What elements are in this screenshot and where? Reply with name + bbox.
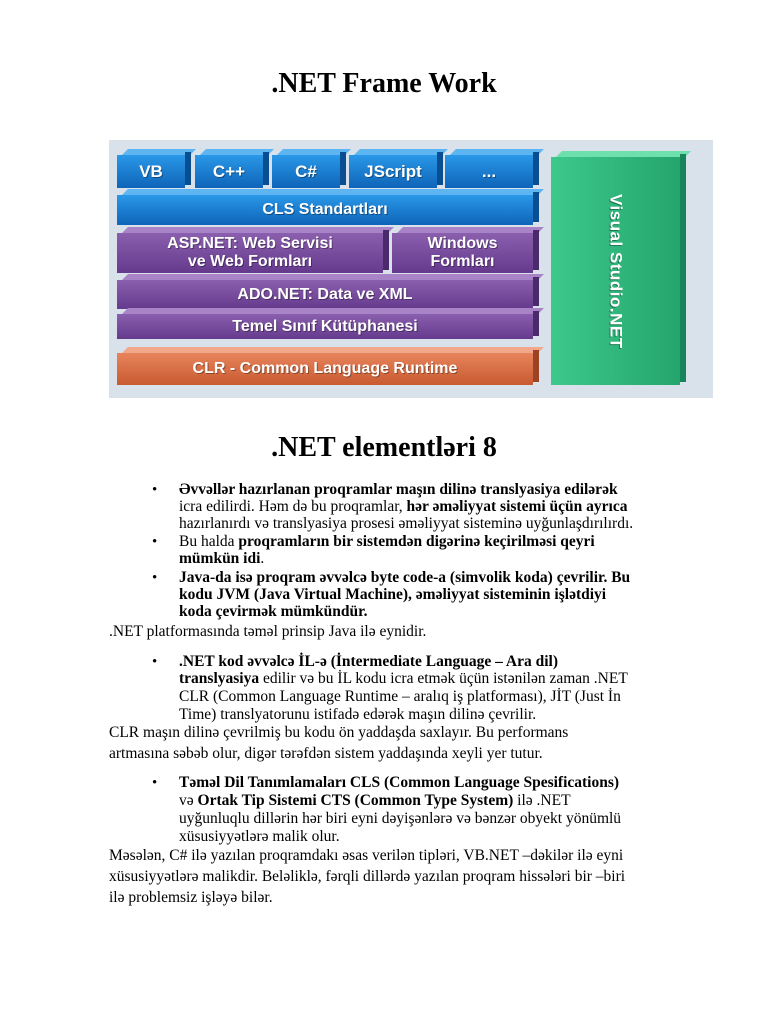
block-jscript: JScript [349,155,437,188]
block-visual-studio [551,157,680,385]
bullet-5-line3: uyğunluqlu dillərin hər biri eyni dəyişənlərə və bənzər obyekt yönümlü [179,810,622,827]
visual-studio-label: Visual Studio.NET [606,193,626,349]
paragraph-3-line3: ilə problemsiz işləyə bilər. [109,889,273,906]
block-vb: VB [117,155,185,188]
aspnet-line2: ve Web Formları [187,253,313,270]
block-csharp: C# [272,155,340,188]
bullet-2-line2: mümkün idi. [179,550,265,567]
bullet-2-line1: Bu halda proqramların bir sistemdən digərinə keçirilməsi qeyri [179,533,595,550]
paragraph-3-line1: Məsələn, C# ilə yazılan proqramdakı əsas verilən tipləri, VB.NET –dəkilər ilə eyni [109,847,624,864]
bullet-1-marker: • [152,482,158,498]
block-clr: CLR - Common Language Runtime [117,353,533,385]
paragraph-1: .NET platformasında təməl prinsip Java ilə eynidir. [109,623,427,640]
aspnet-line1: ASP.NET: Web Servisi [167,235,333,252]
bullet-4-marker: • [152,654,158,670]
bullet-3-line2: kodu JVM (Java Virtual Machine), əməliyyat sisteminin işlətdiyi [179,586,607,603]
bullet-4-line2: translyasiya edilir və bu İL kodu icra etmək üçün istənilən zaman .NET [179,670,628,687]
bullet-5-line4: xüsusiyyətlərə malik olur. [179,828,340,845]
bullet-4-line1: .NET kod əvvəlcə İL-ə (İntermediate Language – Ara dil) [179,653,559,670]
bullet-3-line3: koda çevirmək mümkündür. [179,603,368,620]
page-title: .NET Frame Work [271,68,497,99]
bullet-1-line2: icra edilirdi. Həm də bu proqramlar, hər əməliyyat sistemi üçün ayrıca [179,498,628,515]
paragraph-2-line1: CLR maşın dilinə çevrilmiş bu kodu ön yaddaşda saxlayır. Bu performans [109,724,569,741]
bullet-4-line4: Time) translyatorunu istifadə edərək maşın dilinə çevrilir. [179,706,537,723]
paragraph-3-line2: xüsusiyyətlərə malikdir. Beləliklə, fərqli dillərdə yazılan proqram hissələri bir –biri [109,868,626,885]
block-base-class-library: Temel Sınıf Kütüphanesi [117,314,533,339]
block-cls: CLS Standartları [117,195,533,225]
windows-line1: Windows [427,235,498,252]
bullet-3-marker: • [152,570,158,586]
bullet-5-marker: • [152,775,158,791]
block-adonet: ADO.NET: Data ve XML [117,280,533,309]
section-title: .NET elementləri 8 [271,432,497,463]
bullet-2-marker: • [152,534,158,550]
bullet-1-line3: hazırlanırdı və translyasiya prosesi əməliyyat sisteminə uyğunlaşdırılırdı. [179,515,634,532]
bullet-5-line1: Təməl Dil Tanımlamaları CLS (Common Language Spesifications) [179,774,620,791]
bullet-1-line1: Əvvəllər hazırlanan proqramlar maşın dilinə translyasiya edilərək [179,481,618,498]
bullet-5-line2: və Ortak Tip Sistemi CTS (Common Type System) ilə .NET [179,792,571,809]
block-more: ... [445,155,533,188]
block-windows-forms [392,233,533,273]
block-aspnet [117,233,383,273]
block-cpp: C++ [195,155,263,188]
windows-line2: Formları [430,253,495,270]
dotnet-framework-diagram [109,140,713,398]
bullet-3-line1: Java-da isə proqram əvvəlcə byte code-a (simvolik koda) çevrilir. Bu [179,569,631,586]
bullet-4-line3: CLR (Common Language Runtime – aralıq iş platforması), JİT (Just İn [179,688,621,705]
paragraph-2-line2: artmasına səbəb olur, digər tərəfdən sistem yaddaşında xeyli yer tutur. [109,745,543,762]
